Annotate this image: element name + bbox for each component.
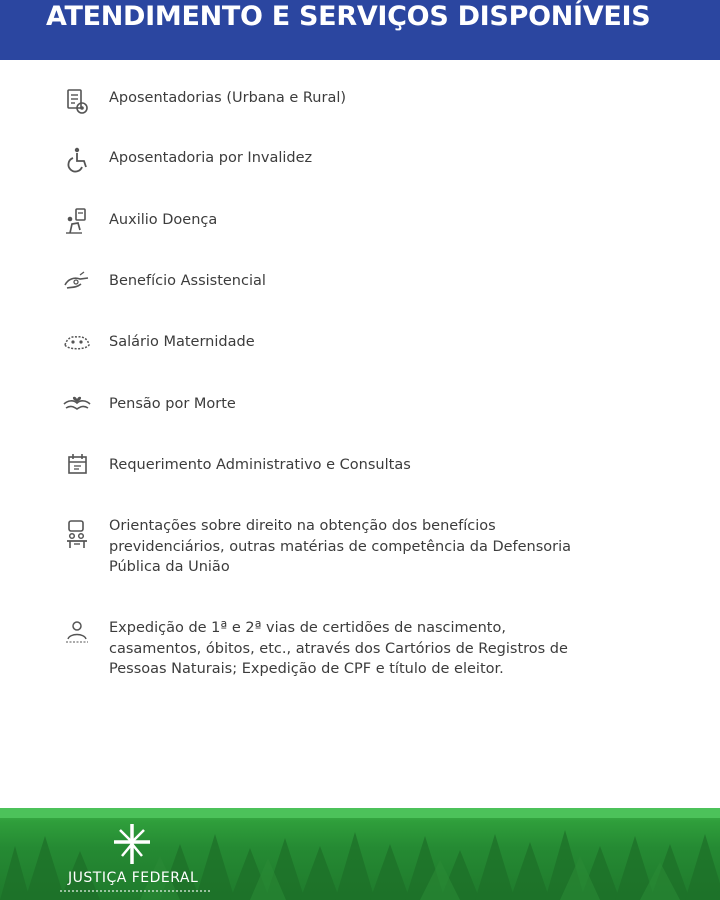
service-label: Benefício Assistencial [109, 273, 266, 289]
logo-subtitle-line [60, 890, 210, 894]
forest-background [0, 816, 720, 900]
service-label: Orientações sobre direito na obtenção dos benefícios previdenciários, outras matérias de competência da Defensoria Pública da União [109, 518, 572, 575]
calendar-form-icon [62, 450, 92, 480]
wheelchair-icon [62, 145, 92, 175]
page-title: ATENDIMENTO E SERVIÇOS DISPONÍVEIS [46, 1, 651, 32]
footer-banner [0, 808, 720, 900]
service-label: Requerimento Administrativo e Consultas [109, 457, 411, 473]
service-label: Pensão por Morte [109, 396, 236, 412]
person-document-icon [62, 617, 92, 647]
service-label: Aposentadoria por Invalidez [109, 150, 313, 166]
document-stamp-icon [62, 87, 92, 117]
consultation-desk-icon [62, 519, 92, 549]
service-label: Salário Maternidade [109, 334, 255, 350]
service-label: Aposentadorias (Urbana e Rural) [109, 90, 347, 106]
helping-hand-icon [62, 267, 92, 297]
logo-text: JUSTIÇA FEDERAL [68, 870, 199, 886]
justica-federal-logo-icon [112, 822, 152, 866]
hands-heart-icon [62, 389, 92, 419]
mother-baby-icon [62, 328, 92, 358]
service-label: Expedição de 1ª e 2ª vias de certidões de nascimento, casamentos, óbitos, etc., através dos Cartórios de Registros de Pessoas Naturais; Expedição de CPF e título de eleitor. [109, 620, 568, 677]
service-label: Auxilio Doença [109, 212, 218, 228]
sick-person-icon [62, 206, 92, 236]
